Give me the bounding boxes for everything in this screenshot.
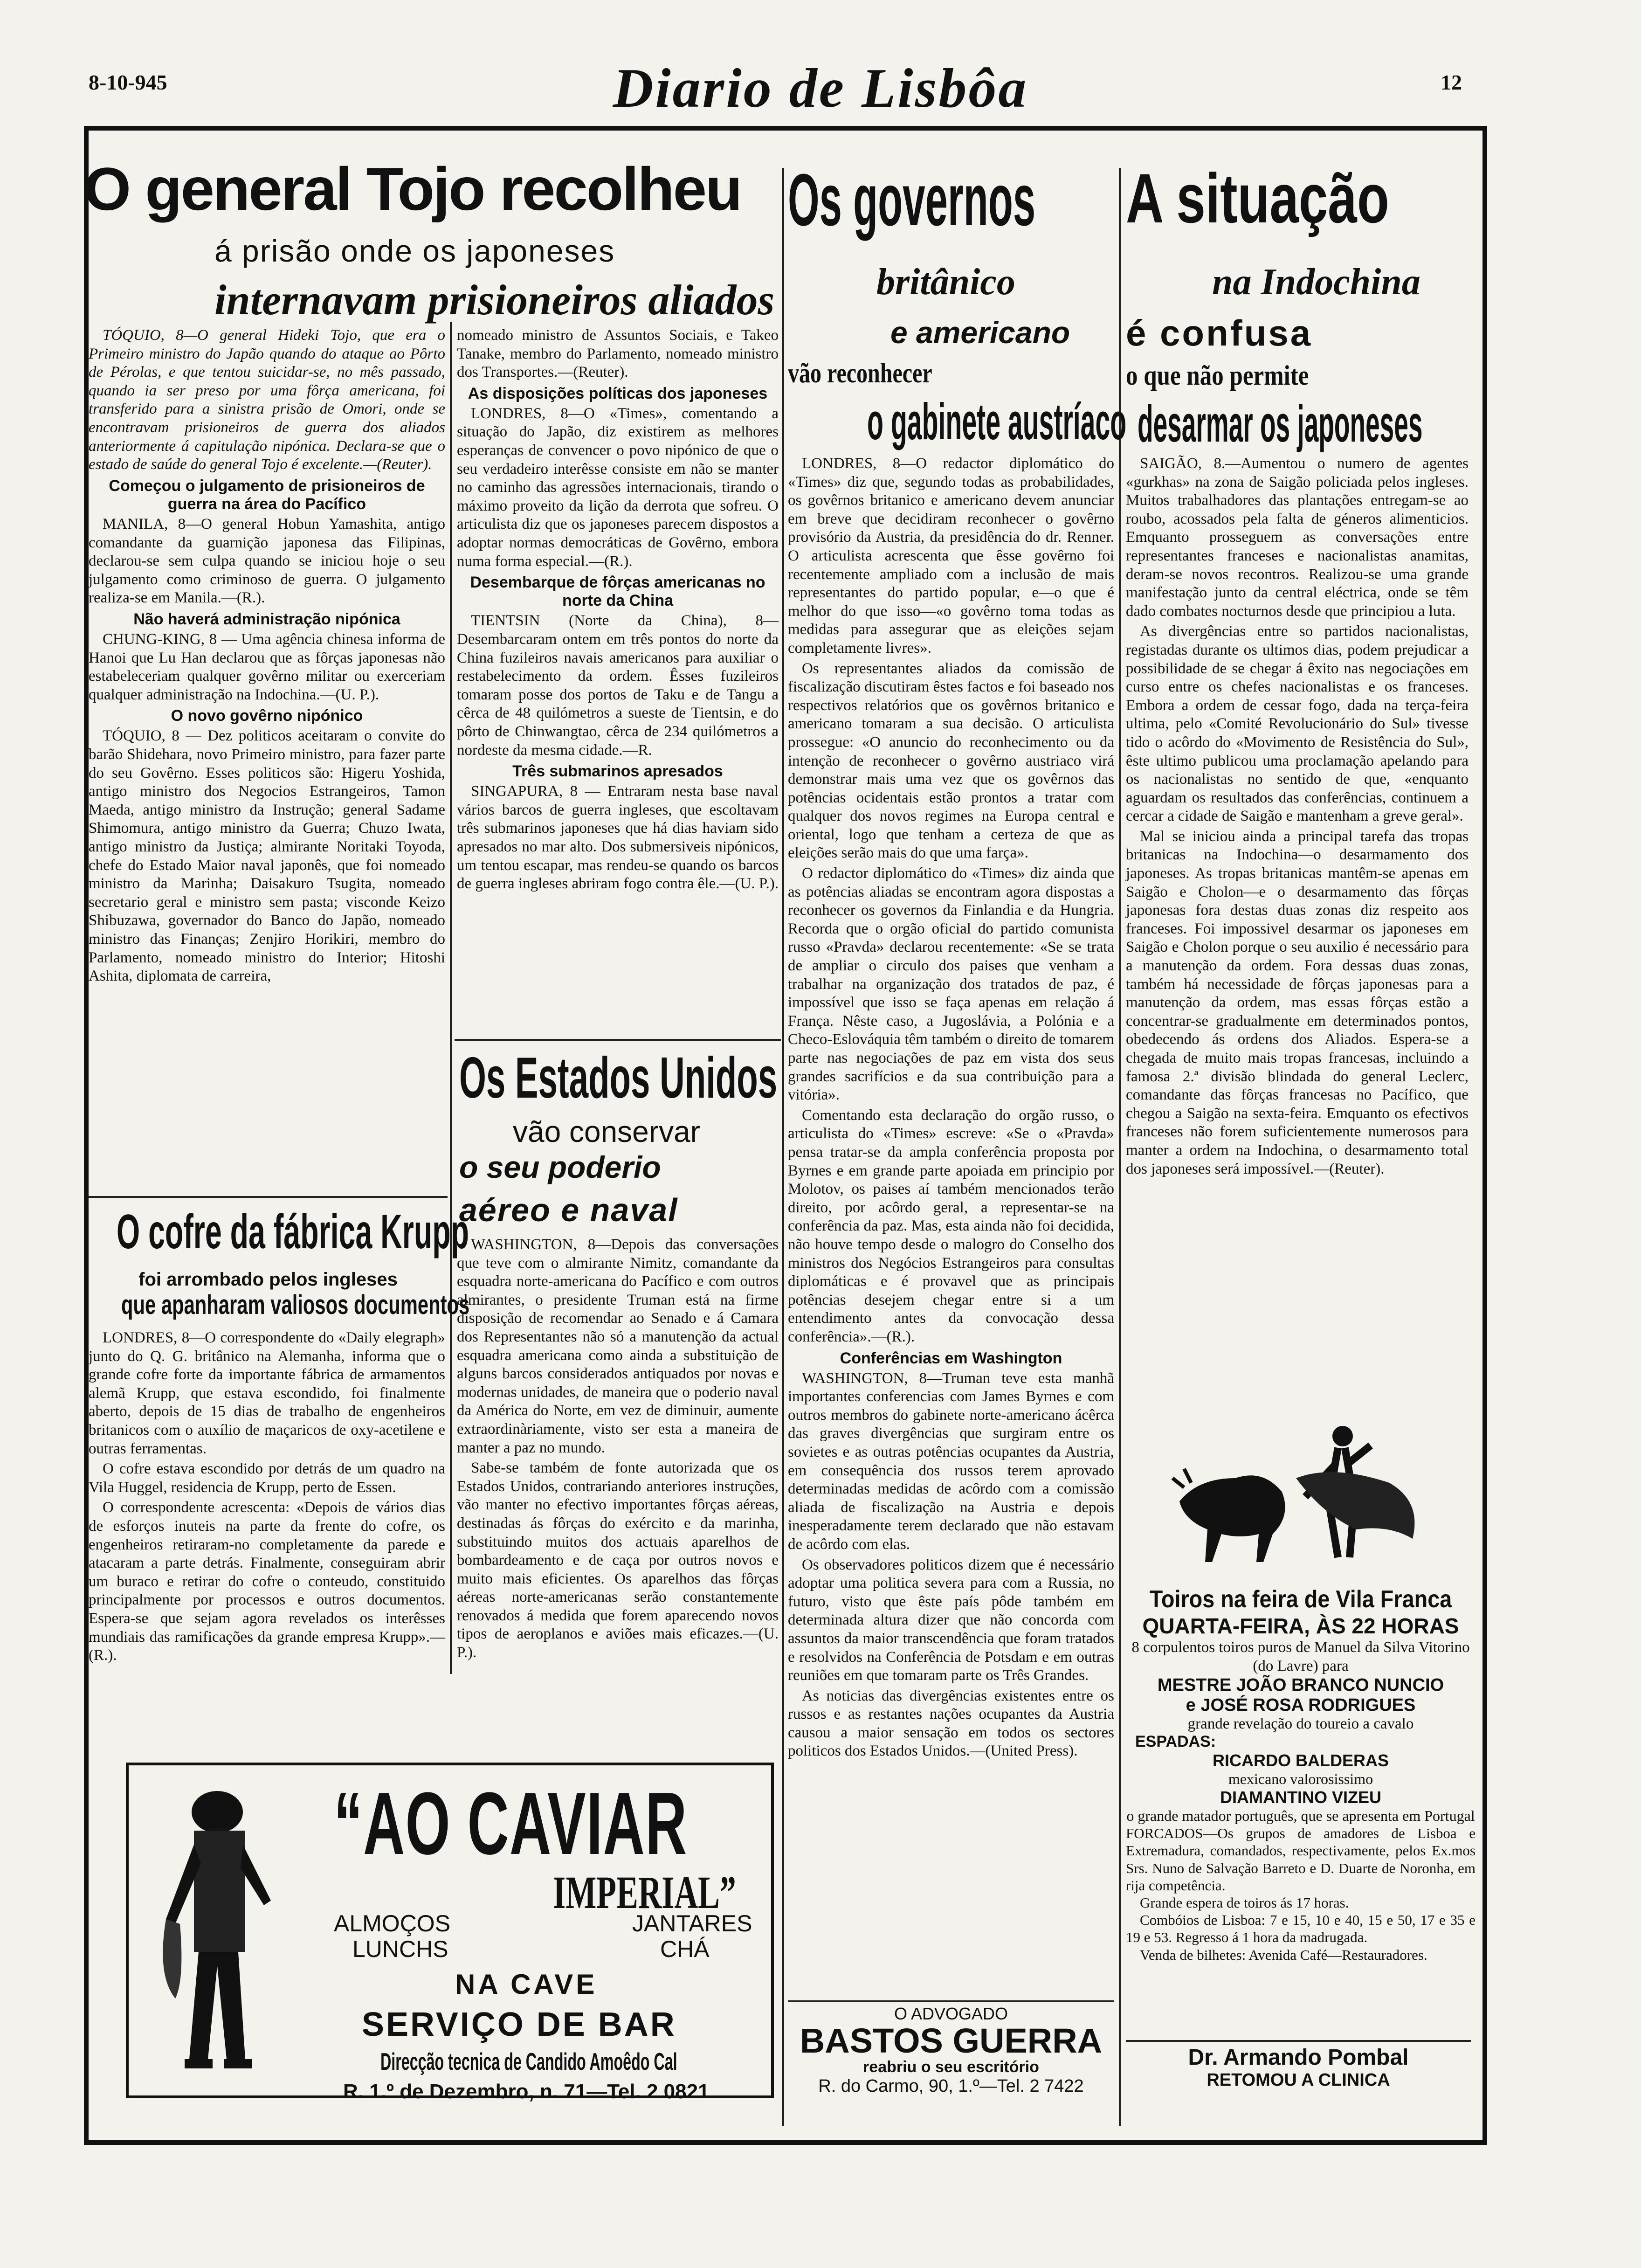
krupp-subhead: foi arrombado pelos ingleses: [138, 1269, 398, 1290]
tojo-column-2: [457, 326, 779, 895]
bullfight-line: o grande matador português, que se apresenta em Portugal: [1126, 1807, 1475, 1825]
caviar-cha: CHÁ: [660, 1936, 710, 1962]
bullfight-line: mexicano valorosissimo: [1228, 1770, 1373, 1788]
article-paragraph: nomeado ministro de Assuntos Sociais, e Takeo Tanake, membro do Parlamento, nomeado ministro dos Transportes.—(Reuter).: [457, 327, 779, 381]
bullfight-line: 8 corpulentos toiros puros de Manuel da Silva Vitorino (do Lavre) para: [1131, 1639, 1470, 1674]
caviar-servico: SERVIÇO DE BAR: [362, 2006, 676, 2043]
eua-column: [457, 1236, 779, 1664]
caviar-address: R. 1.º de Dezembro, n. 71—Tel. 2 0821: [343, 2080, 710, 2103]
section-rule: [455, 1039, 781, 1041]
article-paragraph: CHUNG-KING, 8 — Uma agência chinesa informa de Hanoi que Lu Han declarou que as fôrças japonesas não estabeleceriam qualquer govêrno militar ou exerceriam qualquer administração na Indochina.—(U. P.).: [89, 631, 445, 703]
caviar-direccao: Direcção tecnica de Candido Amoêdo Cal: [380, 2048, 677, 2075]
espadas-label: ESPADAS:: [1135, 1733, 1216, 1751]
article-paragraph: SAIGÃO, 8.—Aumentou o numero de agentes «gurkhas» na zona de Saigão policiada pelos ingleses. Muitos trabalhadores das plantações entregam-se ao roubo, acossados pela falta de géneros alimenticios. Emquanto prosseguem as conversações entre representantes franceses e nacionalistas anamitas, deram-se novos recontros. Realizou-se uma grande manifestação junto da central eléctrica, onde se têm dado combates nocturnos desde que principiou a luta.: [1126, 455, 1469, 620]
bullfight-line: Combóios de Lisboa: 7 e 15, 10 e 40, 15 e 50, 17 e 35 e 19 e 53. Regresso á 1 hora da madrugada.: [1126, 1912, 1476, 1946]
indochina-column: [1126, 455, 1469, 1180]
article-paragraph: Os representantes aliados da comissão de fiscalização discutiram êstes factos e foi baseado nos respectivos relatórios que os govêrnos britanico e americano tomaram a sua decisão. O articulista prossegue: «O anuncio do reconhecimento ou da intenção de reconhecer o govêrno austriaco virá demonstrar mais uma vez que os govêrnos das potências ocidentais estão prontos a tratar com qualquer dos novos regimes na Europa central e oriental, logo que tenham a certeza de que as eleições serão mais do que uma farça».: [788, 660, 1114, 862]
bullfight-line: Grande espera de toiros ás 17 horas.: [1140, 1894, 1349, 1911]
section-heading: Desembarque de fôrças americanas no norte da China: [470, 574, 765, 610]
column-rule: [1119, 168, 1121, 2126]
article-paragraph: SINGAPURA, 8 — Entraram nesta base naval vários barcos de guerra ingleses, que escoltavam três submarinos japoneses que há dias haviam sido apresados no mar alto. Dos submersiveis nipónicos, um tentou escapar, mas rendeu-se quando os barcos de guerra ingleses abriram fogo contra êle.—(U. P.).: [457, 783, 779, 892]
section-heading: Começou o julgamento de prisioneiros de guerra na área do Pacífico: [109, 477, 425, 513]
tojo-column-1: [89, 326, 445, 988]
article-paragraph: TÓQUIO, 8 — Dez politicos aceitaram o convite do barão Shidehara, novo Primeiro ministro, para fazer parte do seu Govêrno. Esses politicos são: Higeru Yoshida, antigo ministro dos Negocios Estrangeiros, Tamon Maeda, antigo ministro da Instrução; general Sadame Shimomura, antigo ministro da Guerra; Chuzo Iwata, antigo ministro da Justiça; almirante Noritaki Toyoda, chefe do Estado Maior naval japonês, que foi nomeado ministro da Marinha; Daisakuro Tsugita, nomeado secretario geral e ministro sem pasta; visconde Keizo Shibuzawa, governador do Banco do Japão, nomeado ministro das Finanças; Zenjiro Horikiri, membro do Parlamento, nomeado ministro do Interior; Hitoshi Ashita, diplomata de carreira,: [89, 727, 445, 985]
advogado-title: O ADVOGADO: [894, 2004, 1008, 2023]
eua-subhead-2: o seu poderio: [459, 1150, 661, 1184]
caviar-jantares: JANTARES: [632, 1910, 752, 1936]
bullfight-ad: [1126, 1585, 1476, 1964]
section-heading: Não haverá administração nipónica: [133, 610, 400, 628]
forcados-text: FORCADOS—Os grupos de amadores de Lisboa e Extremadura, comandados, respectivamente, pelos Ex.mos Srs. Nuno de Salvação Barreto e D. Duarte de Noronha, em rija competência.: [1126, 1825, 1476, 1894]
advogado-ad: [788, 2004, 1114, 2096]
article-paragraph: TIENTSIN (Norte da China), 8—Desembarcaram ontem em três pontos do norte da China fuzileiros navais americanos para auxiliar o restabelecimento da ordem. Êsses fuzileiros tomaram posse dos portos de Taku e de Tangu a cêrca de 48 quilómetros a sueste de Tientsin, e do pôrto de Chinwangtao, cêrca de 234 quilómetros a nordeste da mesma cidade.—R.: [457, 612, 779, 759]
article-paragraph: LONDRES, 8—O correspondente do «Daily elegraph» junto do Q. G. britânico na Alemanha, informa que o grande cofre forte da importante fábrica de armamentos alemã Krupp, que estava escondido, foi finalmente aberto, depois de 15 dias de trabalho de engenheiros britanicos com o auxílio de maçaricos de oxy-acetilene e outras ferramentas.: [89, 1329, 445, 1457]
waiter-illustration: [147, 1779, 283, 2078]
newspaper-title: Diario de Lisbôa: [613, 57, 1028, 119]
cavaleiro-2: e JOSÉ ROSA RODRIGUES: [1186, 1695, 1416, 1715]
tojo-lead: TÓQUIO, 8—O general Hideki Tojo, que era o Primeiro ministro do Japão quando do ataque ao Pôrto de Pérolas, e que tentou suicidar-se, no mês passado, quando ia ser preso por uma fôrça americana, foi transferido para a sinistra prisão de Omori, onde se encontravam prisioneiros de guerra dos aliados anteriormente á capitulação nipónica. Declara-se que o estado de saúde do general Tojo é excelente.—(Reuter).: [89, 327, 445, 473]
article-paragraph: O correspondente acrescenta: «Depois de vários dias de esforços inuteis na parte da frente do cofre, os engenheiros retiraram-no completamente da parede e atacaram a parte detrás. Finalmente, conseguiram abrir um buraco e retirar do cofre o conteudo, constituido principalmente por processos e outros documentos. Espera-se que sejam agora revelados os interêsses mundiais das ramificações da grande empresa Krupp».—(R.).: [89, 1499, 445, 1664]
eua-subhead-3: aéreo e naval: [459, 1192, 678, 1228]
bullfight-illustration: [1170, 1408, 1431, 1576]
article-paragraph: As divergências entre so partidos nacionalistas, registadas durante os ultimos dias, podem prejudicar a possibilidade de se chegar á êxito nas negociações em curso entre os chefes nacionalistas e os franceses. Embora a ordem de cessar fogo, dada na terça-feira ultima, pelo «Comité Revolucionário do Sul» tivesse tido o acôrdo do «Movimento de Resistência do Sul», êste ultimo publicou uma proclamação apelando para os nacionalistas no sentido de que, «enquanto aguardam os resultados das conferências, continuem a cercar a cidade de Saigão e mantenham a greve geral».: [1126, 623, 1469, 825]
article-paragraph: LONDRES, 8—O «Times», comentando a situação do Japão, diz existirem as melhores esperanças de convencer o povo nipónico de que o seu verdadeiro interêsse consiste em não se manter no caminho das agressões internacionais, tirando o máximo proveito da lição da derrota que sofreu. O articulista diz que os japoneses parecem dispostos a adoptar normas democráticas de Govêrno, embora numa forma especial.—(R.).: [457, 405, 779, 570]
cavaleiro-1: MESTRE JOÃO BRANCO NUNCIO: [1157, 1675, 1444, 1695]
page-number: 12: [1441, 70, 1462, 94]
krupp-column: [89, 1329, 445, 1667]
article-paragraph: Comentando esta declaração do orgão russo, o articulista do «Times» escreve: «Se o «Pravda» pensa tratar-se da ampla conferência proposta por Byrnes e em grande parte apoiada em principio por Molotov, os paises aí também mencionados terão direito, por acôrdo geral, a representar-se na conferência da paz. Mas, esta ainda não foi decidida, não houve tempo desde o malogro do Conselho dos ministros dos Negócios Estrangeiros para consultas diplomáticas e é provavel que as principais potências desejem chegar entre si a um entendimento antes da convocação dessa conferência».—(R.).: [788, 1106, 1114, 1345]
advogado-address: R. do Carmo, 90, 1.º—Tel. 2 7422: [818, 2076, 1084, 2096]
section-heading: As disposições políticas dos japoneses: [468, 384, 768, 402]
advogado-name: BASTOS GUERRA: [800, 2021, 1103, 2060]
article-paragraph: O redactor diplomático do «Times» diz ainda que as potências aliadas se encontram agora dispostas a reconhecer os governos da Finlandia e da Hungria. Recorda que o orgão oficial do partido comunista russo «Pravda» declarou recentemente: «Se se trata de ampliar o circulo dos paises que venham a trabalhar na organização dos tratados de paz, é impossível que isso se faça apenas em relação á França. Nêste caso, a Jugoslávia, a Polónia e a Checo-Eslováquia têm também o direito de tomarem parte nas negociações de paz em vista dos seus grandes sacrifícios e da sua contribuição para a vitória».: [788, 865, 1114, 1104]
espada-2: DIAMANTINO VIZEU: [1220, 1788, 1381, 1807]
pombal-name: Dr. Armando Pombal: [1188, 2045, 1409, 2070]
article-paragraph: Sabe-se também de fonte autorizada que os Estados Unidos, contrariando anteriores instruções, vão manter no efectivo importantes fôrças aéreas, destinadas ás fôrças do exército e da marinha, substituindo muitos dos actuais aparelhos de bombardeamento e de caça por outros novos e muito mais eficientes. Os aparelhos das fôrças aéreas norte-americanas serão constantemente renovados á medida que forem aparecendo novos tipos de aeroplanos e aviões mais eficazes.—(U. P.).: [457, 1459, 779, 1661]
tojo-subhead-script: internavam prisioneiros aliados: [214, 276, 775, 324]
krupp-headline: O cofre da fábrica Krupp: [117, 1205, 469, 1259]
article-paragraph: Os observadores politicos dizem que é necessário adoptar uma politica severa para com a Russia, no futuro, visto que êste país pôde também em determinada altura dizer que não concorda com assuntos da maior transcendência que foram tratados e resolvidos na Conferência de Potsdam e em outras reuniões em que tomaram parte os Três Grandes.: [788, 1556, 1114, 1684]
indochina-headline: A situação: [1126, 159, 1389, 237]
governos-subhead-2: e americano: [890, 315, 1070, 350]
article-paragraph: WASHINGTON, 8—Truman teve esta manhã importantes conferencias com James Byrnes e com outros membros do gabinete norte-americano ácêrca das graves divergências que surgiram entre os sovietes e as outras potências ocupantes da Austria, em consequência dos russos terem aprovado determinadas medidas de acôrdo com a comissão aliada de fiscalização na Austria e depois inesperadamente terem declarado que não estavam de acôrdo com elas.: [788, 1369, 1114, 1553]
section-heading: O novo govêrno nipónico: [171, 707, 363, 725]
section-rule: [89, 1196, 448, 1198]
section-heading: Três submarinos apresados: [512, 762, 723, 781]
indochina-subhead-4: desarmar os japoneses: [1138, 395, 1423, 453]
governos-headline: Os governos: [788, 159, 1036, 241]
caviar-name: “AO CAVIAR: [334, 1774, 688, 1873]
issue-date: 8-10-945: [89, 70, 167, 94]
article-paragraph: Mal se iniciou ainda a principal tarefa das tropas britanicas na Indochina—o desarmamento dos japoneses. As tropas britanicas mantêm-se apenas em Saigão e Cholon—e o desarmamento das fôrças japonesas fora destas duas zonas diz respeito aos franceses. Foi impossivel desarmar os japoneses em Saigão e Cholon porque o seu auxilio é necessário para a manutenção da ordem. Fora dessas duas zonas, também há necessidade de fôrças japonesas para a manutenção da ordem, mas essas fôrças estão a concentrar-se gradualmente em determinados pontos, obedecendo ás ordens dos Aliados. Espera-se a chegada de muito mais tropas francesas, incluindo a famosa 2.ª divisão blindada do general Leclerc, comandante das fôrças francesas no Pacífico, que chegou a Saigão na sexta-feira. Emquanto os efectivos franceses não forem suficientemente numerosos para manter a ordem na Indochina, o desarmamento total dos japoneses será impossível.—(Reuter).: [1126, 828, 1469, 1177]
caviar-ad: [126, 1763, 774, 2103]
article-paragraph: WASHINGTON, 8—Depois das conversações que teve com o almirante Nimitz, comandante da esquadra norte-americana do Pacífico e com outros almirantes, o presidente Truman está na firme disposição de recomendar ao Senado e á Camara dos Representantes não só a manutenção da actual esquadra americana como ainda a substituição de alguns barcos considerados antiquados por novas e modernas unidades, de maneira que o poderio naval da América do Norte, em vez de diminuir, aumente extraordinàriamente, visto ser esta a maneira de manter a paz no mundo.: [457, 1236, 779, 1456]
espada-1: RICARDO BALDERAS: [1213, 1751, 1389, 1770]
tojo-subhead: á prisão onde os japoneses: [214, 234, 615, 268]
article-paragraph: LONDRES, 8—O redactor diplomático do «Times» diz que, segundo todas as probabilidades, os govêrnos britanico e americano devem anunciar em breve que decidiram reconhecer o govêrno provisório da Austria, da presidência do dr. Renner. O articulista acrescenta que êsse govêrno foi recentemente ampliado com a inclusão de mais representantes do partido popular, e—o que é melhor do que isso—«o govêrno toma todas as medidas para assegurar que as eleições sejam completamente livres».: [788, 455, 1114, 657]
section-rule: [1126, 2040, 1471, 2042]
bullfight-line: Venda de bilhetes: Avenida Café—Restauradores.: [1140, 1946, 1427, 1963]
tojo-headline: O general Tojo recolheu: [84, 155, 741, 223]
article-paragraph: O cofre estava escondido por detrás de um quadro na Vila Huggel, residencia de Krupp, perto de Essen.: [89, 1460, 445, 1496]
column-rule: [450, 322, 452, 1674]
governos-subhead-4: o gabinete austríaco: [867, 393, 1127, 450]
governos-column: [788, 455, 1114, 1763]
indochina-subhead: na Indochina: [1212, 262, 1420, 303]
eua-headline: Os Estados Unidos: [459, 1046, 778, 1110]
article-paragraph: As noticias das divergências existentes entre os russos e as restantes nações ocupantes da Austria causou a maior sensação em todos os sectores politicos dos Estados Unidos.—(United Press).: [788, 1687, 1114, 1760]
governos-subhead-3: vão reconhecer: [788, 358, 932, 388]
governos-subhead: britânico: [876, 262, 1015, 303]
bullfight-line: grande revelação do toureio a cavalo: [1187, 1715, 1414, 1733]
bullfight-day: QUARTA-FEIRA, ÀS 22 HORAS: [1142, 1614, 1459, 1638]
indochina-subhead-3: o que não permite: [1126, 360, 1309, 391]
krupp-subhead-2: que apanharam valiosos documentos: [121, 1290, 470, 1320]
advogado-sub: reabriu o seu escritório: [863, 2058, 1039, 2076]
article-paragraph: MANILA, 8—O general Hobun Yamashita, antigo comandante da guarnição japonesa das Filipinas, declarou-se sem culpa quando se iniciou hoje o seu julgamento como criminoso de guerra. O julgamento realiza-se em Manila.—(R.).: [89, 515, 445, 607]
caviar-lunchs: LUNCHS: [352, 1936, 448, 1962]
pombal-ad: [1126, 2045, 1471, 2090]
caviar-na-cave: NA CAVE: [455, 1969, 598, 2000]
pombal-sub: RETOMOU A CLINICA: [1207, 2070, 1390, 2090]
section-heading: Conferências em Washington: [840, 1349, 1062, 1367]
caviar-almocos: ALMOÇOS: [334, 1910, 451, 1936]
column-rule: [782, 168, 784, 2126]
caviar-name-2: IMPERIAL”: [553, 1867, 736, 1918]
bullfight-title: Toiros na feira de Vila Franca: [1149, 1586, 1452, 1613]
eua-subhead: vão conservar: [513, 1115, 700, 1148]
section-rule: [788, 2000, 1114, 2002]
indochina-subhead-2: é confusa: [1126, 312, 1313, 353]
